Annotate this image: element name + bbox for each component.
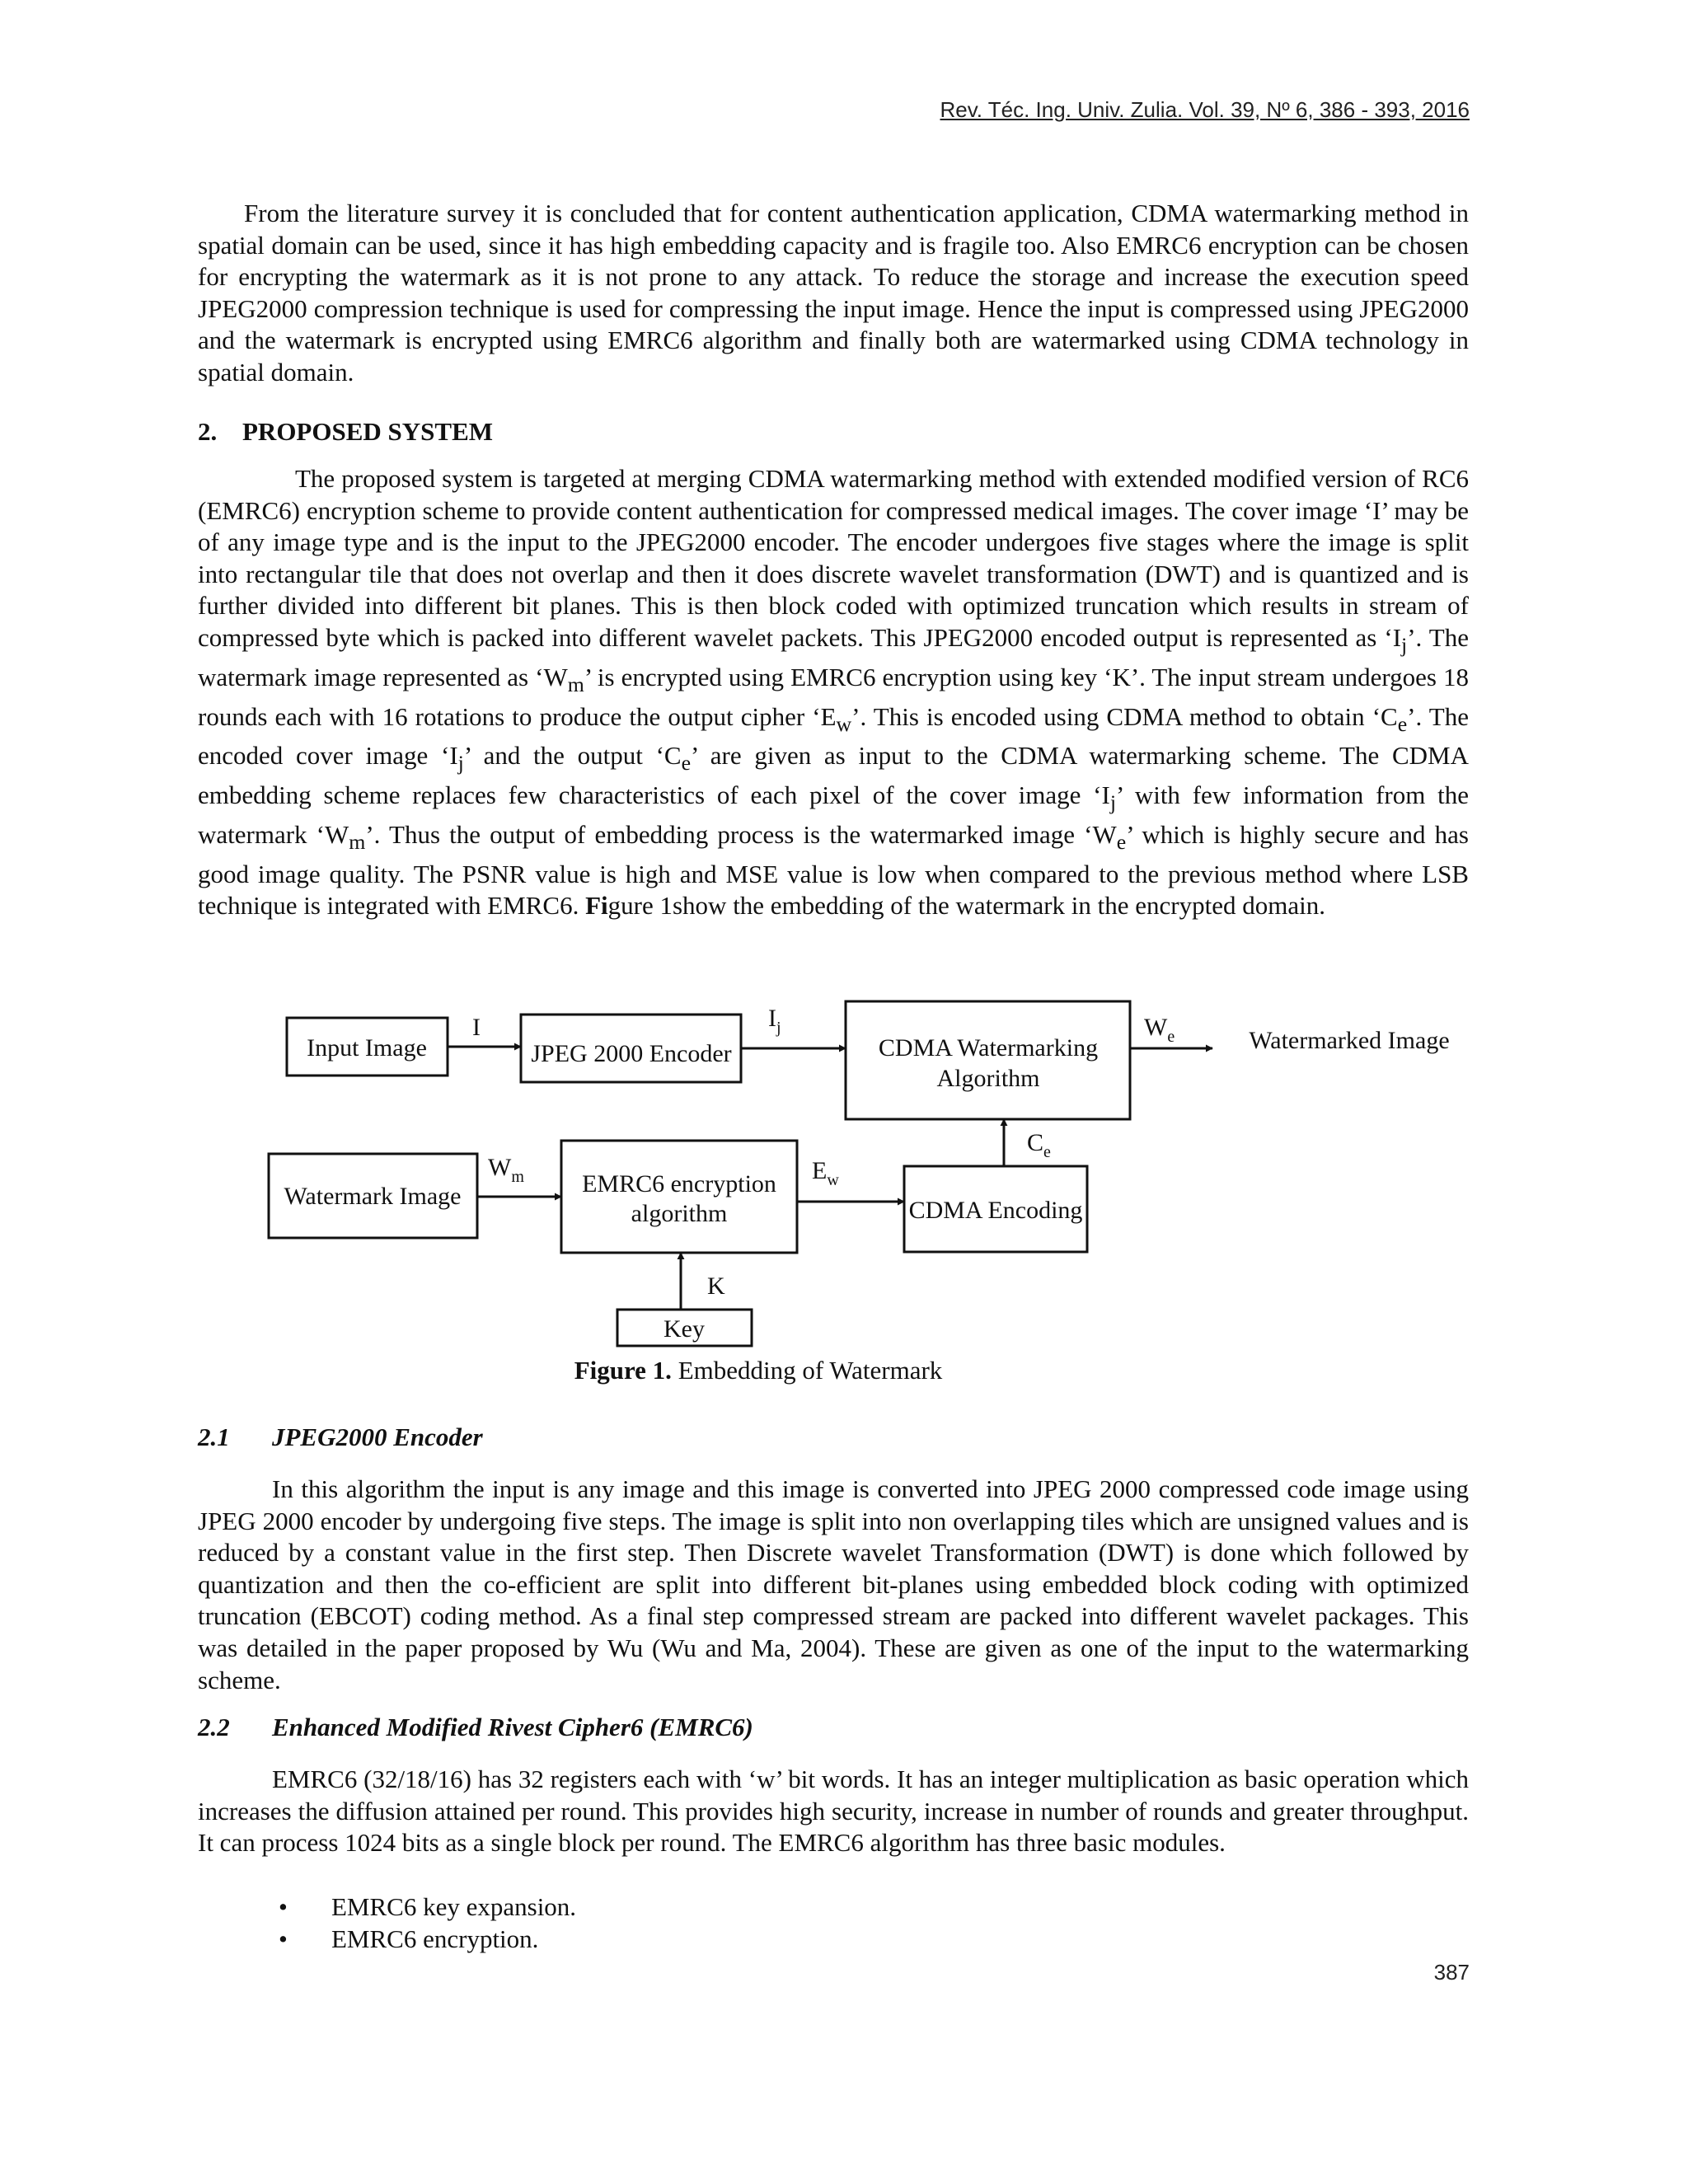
cdma-encoding-label: CDMA Encoding (908, 1197, 1083, 1224)
section-heading-proposed-system: 2. PROPOSED SYSTEM (198, 417, 494, 446)
edge-label-i: I (472, 1014, 481, 1041)
edge-label-ij: $I_j$ (768, 1005, 781, 1037)
emrc6-label-1: EMRC6 encryption (582, 1170, 776, 1197)
edge-label-k: K (707, 1272, 725, 1300)
edge-label-ce: $C_e$ (1027, 1129, 1051, 1161)
emrc6-modules-list (279, 1891, 576, 1955)
proposed-system-paragraph: The proposed system is targeted at merging CDMA watermarking method with extended modified version of RC6 (EMRC6) encryption scheme to provide content authentication for compressed medical images. The cover image ‘I’ may be of any image type and is the input to the JPEG2000 encoder. The encoder undergoes five stages where the image is split into rectangular tile that does not overlap and then it does discrete wavelet transformation (DWT) and is quantized and is further divided into different bit planes. This is then block coded with optimized truncation which results in stream of compressed byte which is packed into different wavelet packets. This JPEG2000 encoded output is represented as ‘$I_j$’. The watermark image represented as ‘$W_m$’ is encrypted using EMRC6 encryption using key ‘K’. The input stream undergoes 18 rounds each with 16 rotations to produce the output cipher ‘$E_w$’. This is encoded using CDMA method to obtain ‘$C_e$’. The encoded cover image ‘$I_j$’ and the output ‘$C_e$’ are given as input to the CDMA watermarking scheme. The CDMA embedding scheme replaces few characteristics of each pixel of the cover image ‘$I_j$’ with few information from the watermark ‘$W_m$’. Thus the output of embedding process is the watermarked image ‘$W_e$’ which is highly secure and has good image quality. The PSNR value is high and MSE value is low when compared to the previous method where LSB technique is integrated with EMRC6. Figure 1show the embedding of the watermark in the encrypted domain. (198, 464, 1470, 921)
section-heading-jpeg2000-encoder: 2.1 JPEG2000 Encoder (198, 1422, 483, 1451)
jpeg-encoder-label: JPEG 2000 Encoder (531, 1040, 732, 1067)
emrc6-label-2: algorithm (631, 1200, 728, 1227)
input-image-label: Input Image (307, 1034, 427, 1062)
intro-paragraph: From the literature survey it is concluded that for content authentication application, CDMA watermarking method in spatial domain can be used, since it has high embedding capacity and is fragile too. Also EMRC6 encryption can be chosen for encrypting the watermark as it is not prone to any attack. To reduce the storage and increase the execution speed JPEG2000 compression technique is used for compressing the input image. Hence the input is compressed using JPEG2000 and the watermark is encrypted using EMRC6 algorithm and finally both are watermarked using CDMA technology in spatial domain. (198, 199, 1469, 387)
emrc6-paragraph: EMRC6 (32/18/16) has 32 registers each with ‘w’ bit words. It has an integer multiplication as basic operation which increases the diffusion attained per round. This provides high security, increase in number of rounds and greater throughput. It can process 1024 bits as a single block per round. The EMRC6 algorithm has three basic modules. (198, 1765, 1469, 1858)
figure-1-caption: Figure 1. Embedding of Watermark (574, 1356, 943, 1385)
edge-label-ew: $E_w$ (812, 1157, 839, 1189)
page-number: 387 (1433, 1960, 1470, 1985)
section-heading-emrc6: 2.2 Enhanced Modified Rivest Cipher6 (EMRC6) (198, 1713, 753, 1741)
list-item: • EMRC6 key expansion. (279, 1891, 576, 1924)
jpeg2000-paragraph: In this algorithm the input is any image and this image is converted into JPEG 2000 compressed code image using JPEG 2000 encoder by undergoing five steps. The image is split into non overlapping tiles which are unsigned values and is reduced by a constant value in the first step. Then Discrete wavelet Transformation (DWT) is done which followed by quantization and then the co-efficient are split into different bit-planes using embedded block coding with optimized truncation (EBCOT) coding method. As a final step compressed stream are packed into different wavelet packages. This was detailed in the paper proposed by Wu (Wu and Ma, 2004). These are given as one of the input to the watermarking scheme. (198, 1474, 1469, 1694)
key-label: Key (663, 1315, 705, 1343)
watermark-image-label: Watermark Image (284, 1183, 462, 1210)
cdma-watermarking-label-1: CDMA Watermarking (878, 1034, 1099, 1062)
edge-label-wm: $W_m$ (488, 1154, 524, 1186)
edge-label-we: $W_e$ (1144, 1014, 1175, 1046)
cdma-watermarking-label-2: Algorithm (936, 1065, 1040, 1092)
journal-citation-header: Rev. Téc. Ing. Univ. Zulia. Vol. 39, Nº 6, 386 - 393, 2016 (940, 97, 1470, 122)
list-item: • EMRC6 encryption. (279, 1924, 576, 1956)
watermarked-image-label: Watermarked Image (1249, 1027, 1450, 1054)
